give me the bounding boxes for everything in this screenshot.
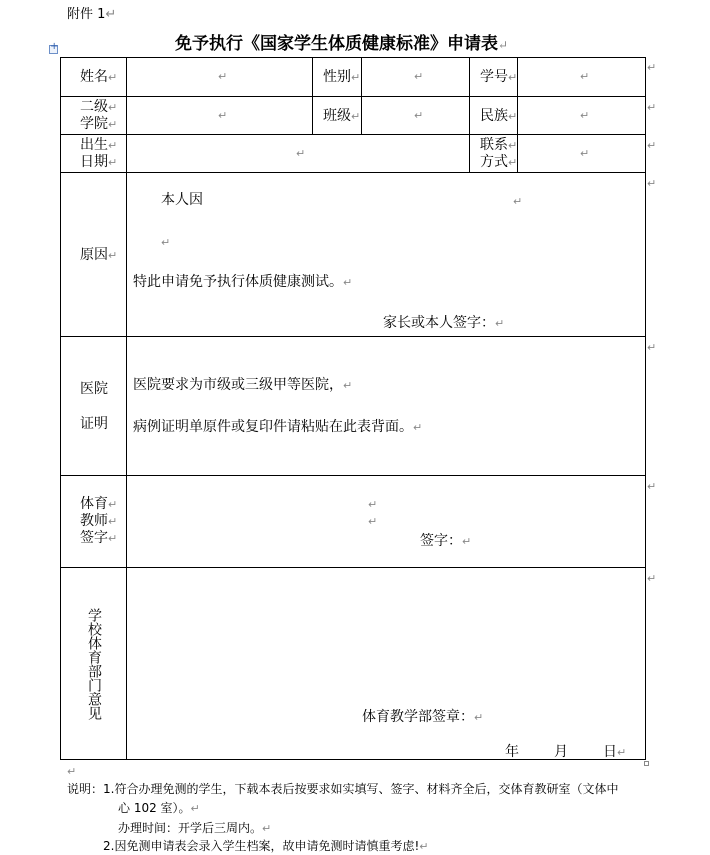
row-divider: [60, 134, 646, 135]
column-divider: [312, 57, 313, 135]
date-day: 日↵: [603, 744, 627, 760]
row-end-mark: ↵: [647, 341, 657, 354]
row-end-mark: ↵: [647, 572, 657, 585]
reason-intro[interactable]: 本人因: [161, 192, 203, 208]
birth-date-field[interactable]: ↵: [296, 147, 306, 160]
reason-statement: 特此申请免予执行体质健康测试。↵: [133, 274, 353, 290]
certificate-label: 证明: [80, 416, 108, 432]
gender-label: 性别↵: [323, 69, 361, 85]
college-field[interactable]: ↵: [218, 109, 228, 122]
teacher-signature-field[interactable]: 签字：↵: [420, 533, 472, 549]
column-divider: [469, 57, 470, 173]
table-resize-handle-icon[interactable]: [644, 761, 649, 766]
class-label: 班级↵: [323, 108, 361, 124]
annex-label: 附件 1↵: [67, 7, 117, 22]
name-field[interactable]: ↵: [218, 70, 228, 83]
hospital-label: 医院: [80, 381, 108, 397]
college-label: 二级↵ 学院↵: [80, 99, 118, 132]
form-title: 免予执行《国家学生体质健康标准》申请表↵: [175, 34, 509, 54]
column-divider: [126, 57, 127, 760]
row-divider: [60, 567, 646, 568]
applicant-signature-label: 家长或本人签字：↵: [383, 315, 505, 331]
date-month: 月: [554, 744, 568, 760]
row-end-mark: ↵: [647, 101, 657, 114]
paragraph-mark: ↵: [368, 498, 378, 511]
pe-dept-stamp-label: 体育教学部签章：↵: [362, 709, 484, 725]
application-table: [60, 57, 646, 760]
class-field[interactable]: ↵: [414, 109, 424, 122]
contact-field[interactable]: ↵: [580, 147, 590, 160]
name-label: 姓名↵: [80, 69, 118, 85]
ethnicity-label: 民族↵: [480, 108, 518, 124]
date-year: 年: [505, 744, 519, 760]
paragraph-mark: ↵: [161, 236, 171, 249]
certificate-instruction: 病例证明单原件或复印件请粘贴在此表背面。↵: [133, 419, 423, 435]
birth-date-label: 出生↵ 日期↵: [80, 137, 118, 170]
student-id-label: 学号↵: [480, 69, 518, 85]
ethnicity-field[interactable]: ↵: [580, 109, 590, 122]
reason-label: 原因↵: [80, 247, 118, 263]
paragraph-mark: ↵: [513, 195, 523, 208]
hospital-requirement: 医院要求为市级或三级甲等医院，↵: [133, 377, 353, 393]
row-divider: [60, 96, 646, 97]
note-line-4: 2.因免测申请表会录入学生档案，故申请免测时请慎重考虑!↵: [103, 839, 429, 853]
row-end-mark: ↵: [647, 139, 657, 152]
table-move-handle-icon[interactable]: [49, 45, 58, 54]
paragraph-mark: ↵: [67, 765, 77, 778]
gender-field[interactable]: ↵: [414, 70, 424, 83]
row-end-mark: ↵: [647, 480, 657, 493]
note-line-2: 心 102 室）。↵: [118, 801, 200, 815]
row-divider: [60, 475, 646, 476]
note-line-1: 说明：1.符合办理免测的学生，下载本表后按要求如实填写、签字、材料齐全后，交体育教研室（文体中: [67, 782, 619, 796]
contact-label: 联系↵ 方式↵: [480, 137, 518, 170]
row-end-mark: ↵: [647, 177, 657, 190]
row-divider: [60, 336, 646, 337]
note-line-3: 办理时间：开学后三周内。↵: [118, 821, 272, 835]
column-divider: [361, 57, 362, 135]
pe-teacher-signature-label: 体育↵ 教师↵ 签字↵: [80, 496, 118, 546]
row-divider: [60, 172, 646, 173]
row-end-mark: ↵: [647, 61, 657, 74]
paragraph-mark: ↵: [368, 515, 378, 528]
student-id-field[interactable]: ↵: [580, 70, 590, 83]
dept-opinion-label: 学校体育部门意见: [86, 608, 102, 720]
